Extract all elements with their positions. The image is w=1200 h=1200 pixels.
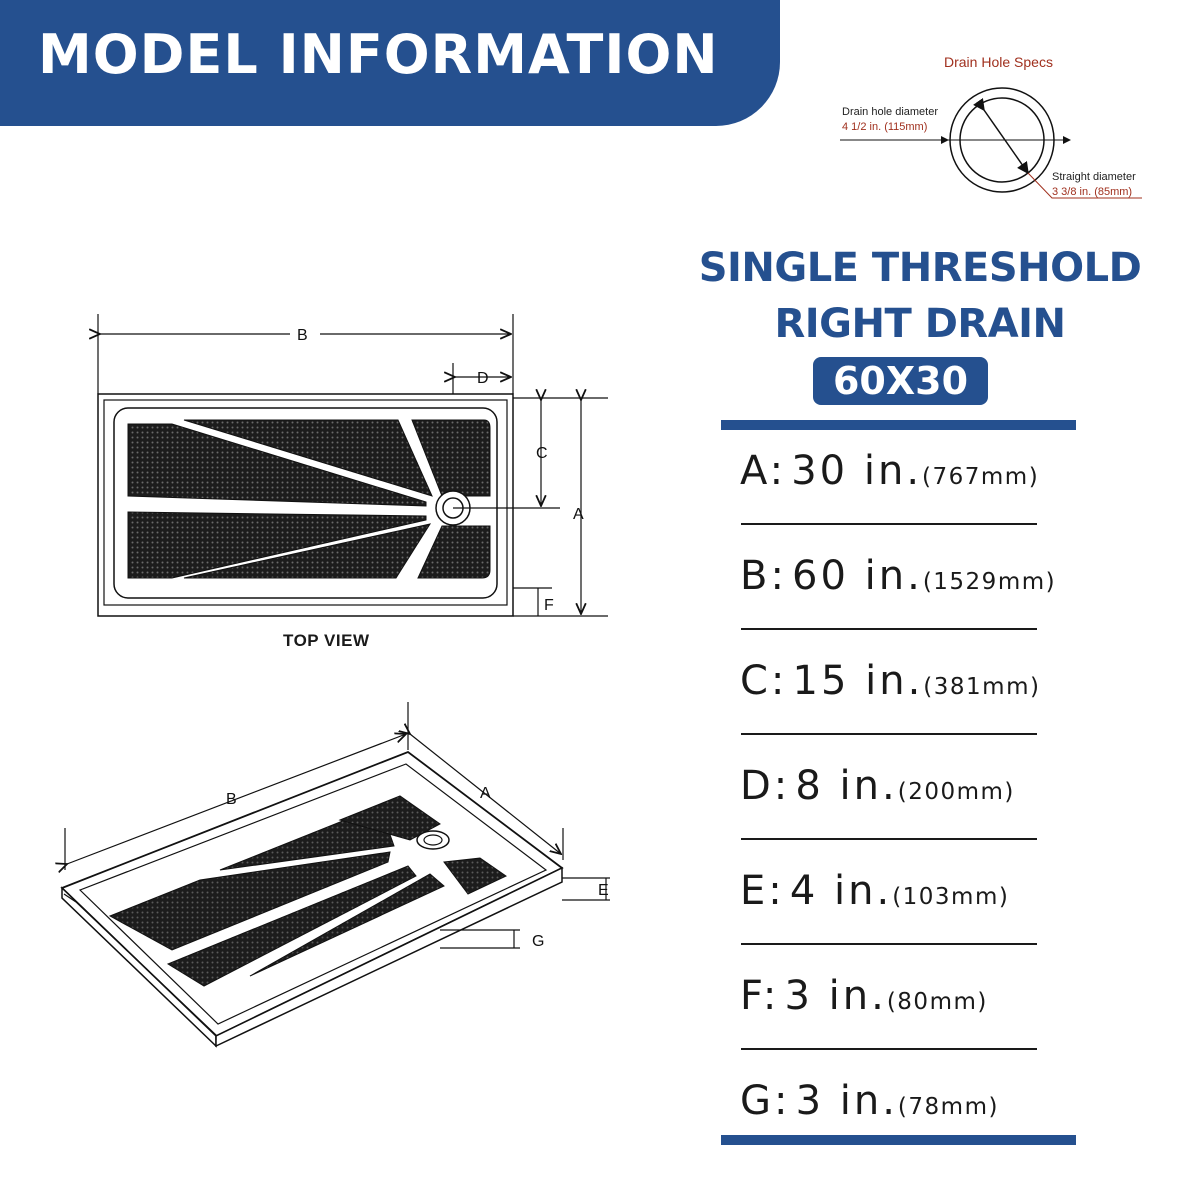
spec-metric: (767mm) [922,464,1040,490]
spec-label: G: [740,1078,791,1124]
spec-label: D: [740,763,791,809]
straight-diameter-value: 3 3/8 in. (85mm) [1052,186,1133,198]
drain-hole-label: Drain hole diameter [842,106,938,118]
top-view-caption: TOP VIEW [283,631,370,650]
spec-row-d [740,763,1015,809]
page-title: MODEL INFORMATION [38,23,719,86]
spec-divider [741,1048,1037,1050]
straight-diameter-label: Straight diameter [1052,171,1136,183]
header-banner [0,0,780,126]
spec-label: A: [740,448,787,494]
dim-c-label: C [536,445,548,462]
iso-dim-b-label: B [226,791,237,808]
isometric-view-drawing [50,690,630,1050]
dim-b-label: B [297,327,308,344]
spec-label: E: [740,868,785,914]
spec-value: 30 in. [791,448,923,494]
spec-divider [741,838,1037,840]
spec-metric: (200mm) [897,779,1015,805]
model-heading [660,240,1180,352]
model-size-badge: 60X30 [813,357,988,405]
spec-metric: (103mm) [892,884,1010,910]
spec-metric: (1529mm) [922,569,1057,595]
dim-f-label: F [544,597,554,614]
iso-dim-g-label: G [532,933,545,950]
iso-drain-inner [424,835,442,845]
dim-a-label: A [573,506,584,523]
heading-line-2: RIGHT DRAIN [774,301,1066,347]
spec-value: 4 in. [789,868,893,914]
spec-divider [741,523,1037,525]
spec-value: 8 in. [795,763,898,809]
spec-value: 15 in. [792,658,924,704]
drain-specs-title: Drain Hole Specs [944,54,1053,70]
spec-value: 60 in. [792,553,923,599]
straight-diameter-arrow [984,110,1028,173]
spec-label: F: [740,973,780,1019]
spec-metric: (381mm) [923,674,1041,700]
spec-bottom-bar [721,1135,1076,1145]
iso-dim-e-label: E [598,882,609,899]
spec-top-bar [721,420,1076,430]
spec-label: C: [740,658,788,704]
spec-row-f [740,973,988,1019]
spec-label: B: [740,553,787,599]
spec-row-g [740,1078,999,1124]
spec-divider [741,733,1037,735]
drain-hole-value: 4 1/2 in. (115mm) [842,121,928,133]
spec-row-c [740,658,1040,704]
spec-row-b [740,553,1056,599]
heading-line-1: SINGLE THRESHOLD [698,245,1142,291]
spec-divider [741,943,1037,945]
drain-hole-specs [830,48,1170,218]
dim-d-label: D [477,370,489,387]
top-view-drawing [80,300,620,660]
spec-row-a [740,448,1039,494]
spec-metric: (80mm) [886,989,988,1015]
spec-value: 3 in. [784,973,887,1019]
spec-value: 3 in. [795,1078,898,1124]
iso-dim-a-label: A [480,785,491,802]
spec-metric: (78mm) [897,1094,999,1120]
spec-row-e [740,868,1009,914]
spec-divider [741,628,1037,630]
